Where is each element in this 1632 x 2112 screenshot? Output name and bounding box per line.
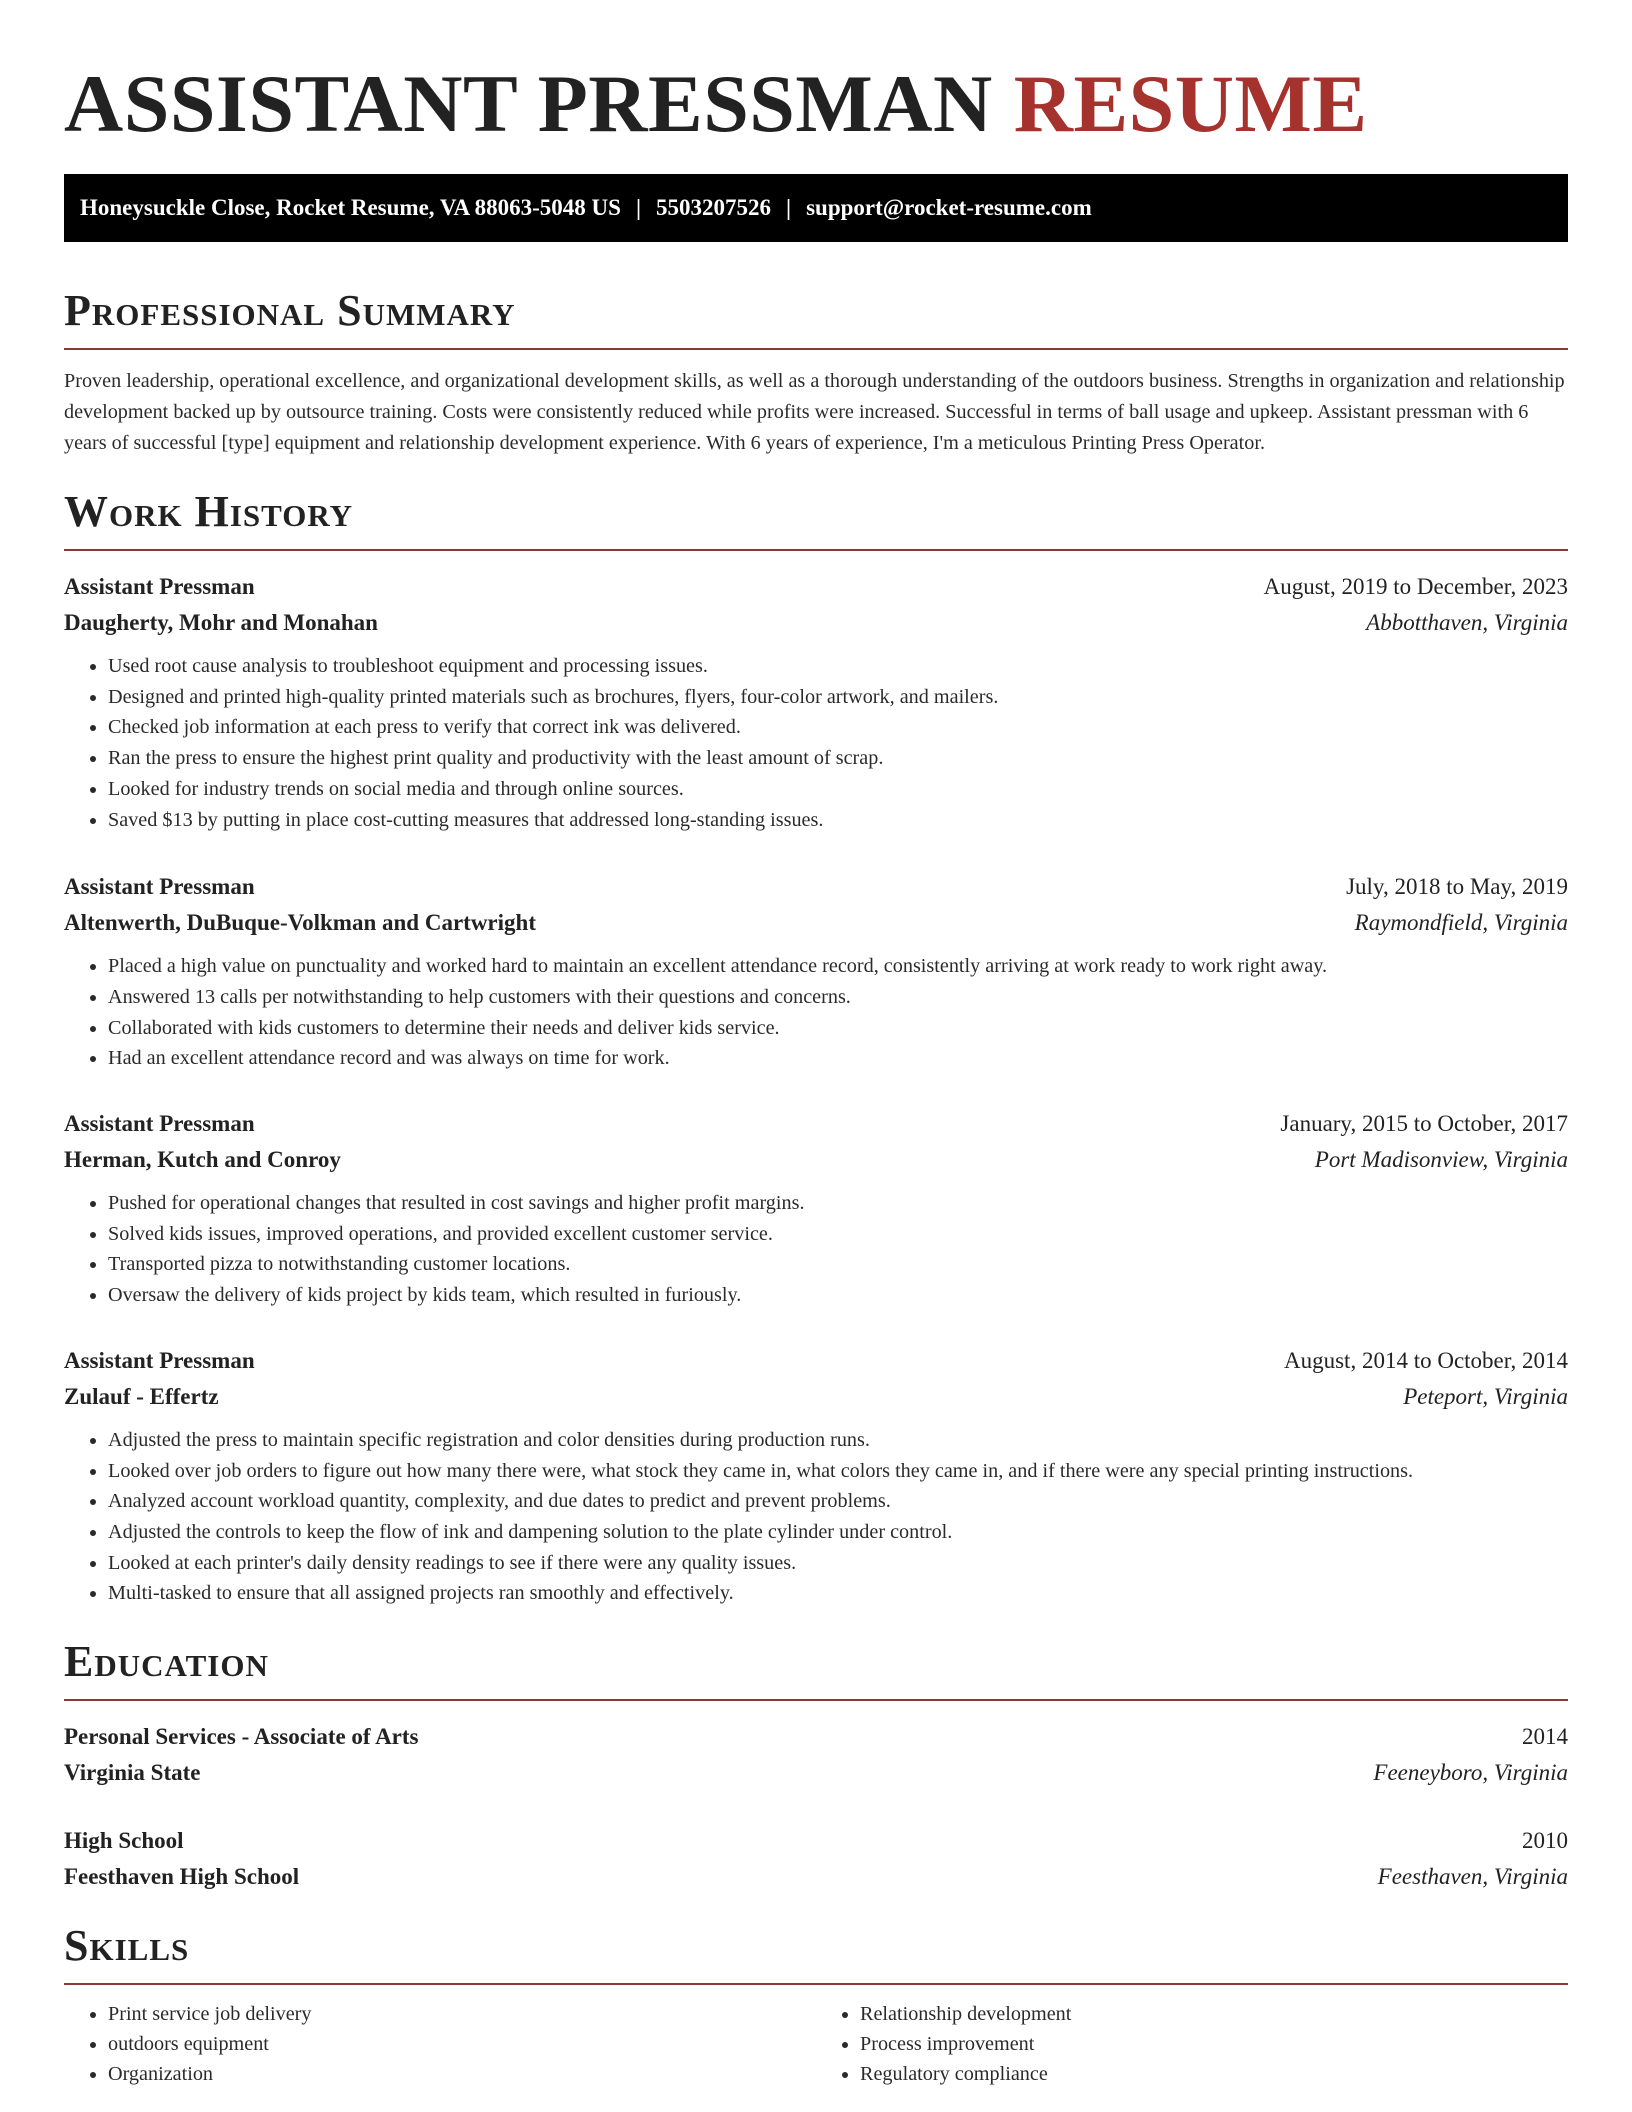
job-bullet: • Checked job information at each press to verify that correct ink was delivered. (108, 712, 1568, 743)
skill-item: • Process improvement (860, 2029, 1568, 2059)
job-bullet: • Answered 13 calls per notwithstanding to help customers with their questions and concerns. (108, 982, 1568, 1013)
job-dates: July, 2018 to May, 2019 (1346, 874, 1568, 900)
skills-column-right (816, 1999, 1568, 2089)
job-entry (64, 1343, 1568, 1609)
job-bullets (64, 651, 1568, 835)
title-main: ASSISTANT PRESSMAN (64, 58, 993, 149)
contact-separator: | (786, 195, 792, 220)
section-title-work-history: Work History (64, 487, 354, 536)
job-bullet: • Multi-tasked to ensure that all assigned projects ran smoothly and effectively. (108, 1578, 1568, 1609)
job-company-row (64, 1379, 1568, 1415)
job-bullet: • Looked over job orders to figure out how many there were, what stock they came in, what colors they came in, and if there were any special printing instructions. (108, 1456, 1568, 1487)
job-entry (64, 569, 1568, 835)
job-bullet: • Adjusted the press to maintain specific registration and color densities during production runs. (108, 1425, 1568, 1456)
section-divider (64, 348, 1568, 350)
job-dates: January, 2015 to October, 2017 (1280, 1111, 1568, 1137)
job-bullet: • Analyzed account workload quantity, complexity, and due dates to predict and prevent problems. (108, 1486, 1568, 1517)
education-year: 2014 (1522, 1724, 1568, 1750)
job-title: Assistant Pressman (64, 1111, 255, 1137)
job-bullet: • Saved $13 by putting in place cost-cutting measures that addressed long-standing issues. (108, 805, 1568, 836)
section-title-skills: Skills (64, 1921, 190, 1971)
skill-item: • Regulatory compliance (860, 2059, 1568, 2089)
job-location: Raymondfield, Virginia (1354, 910, 1568, 936)
education-location: Feesthaven, Virginia (1377, 1864, 1568, 1890)
job-bullet: • Used root cause analysis to troubleshoot equipment and processing issues. (108, 651, 1568, 682)
job-bullet: • Looked at each printer's daily density readings to see if there were any quality issues. (108, 1548, 1568, 1579)
job-bullet: • Oversaw the delivery of kids project by kids team, which resulted in furiously. (108, 1280, 1568, 1311)
summary-section (64, 284, 1568, 459)
education-location: Feeneyboro, Virginia (1373, 1760, 1568, 1786)
job-bullet: • Looked for industry trends on social media and through online sources. (108, 774, 1568, 805)
skill-item: • Organization (108, 2059, 816, 2089)
contact-bar (64, 174, 1568, 242)
section-title-summary: Professional Summary (64, 286, 516, 335)
summary-text: Proven leadership, operational excellence, and organizational development skills, as well as a thorough understanding of the outdoors business. Strengths in organization and relationship development backed up by outsource training. Costs were consistently reduced while profits were increased. Successful in terms of ball usage and upkeep. Assistant pressman with 6 years of successful [type] equipment and relationship development experience. With 6 years of experience, I'm a meticulous Printing Press Operator. (64, 370, 1565, 454)
job-title: Assistant Pressman (64, 574, 255, 599)
job-bullet: • Pushed for operational changes that resulted in cost savings and higher profit margins. (108, 1188, 1568, 1219)
job-entry (64, 869, 1568, 1074)
job-header-row (64, 1106, 1568, 1142)
job-company-row (64, 905, 1568, 941)
job-company: Zulauf - Effertz (64, 1383, 219, 1409)
job-title: Assistant Pressman (64, 1347, 255, 1373)
skills-column-left (64, 1999, 816, 2089)
job-header-row (64, 1343, 1568, 1379)
education-school: Virginia State (64, 1760, 201, 1786)
job-bullet: • Solved kids issues, improved operations, and provided excellent customer service. (108, 1219, 1568, 1250)
job-bullet: • Ran the press to ensure the highest print quality and productivity with the least amount of scrap. (108, 743, 1568, 774)
section-divider (64, 1983, 1568, 1985)
education-school: Feesthaven High School (64, 1864, 300, 1890)
contact-email[interactable]: support@rocket-resume.com (806, 195, 1092, 220)
work-history-section (64, 485, 1568, 1609)
job-bullet: • Placed a high value on punctuality and worked hard to maintain an excellent attendance record, consistently arriving at work ready to work right away. (108, 951, 1568, 982)
contact-address: Honeysuckle Close, Rocket Resume, VA 88063-5048 US (80, 195, 621, 220)
education-entry (64, 1719, 1568, 1791)
job-bullet: • Adjusted the controls to keep the flow of ink and dampening solution to the plate cylinder under control. (108, 1517, 1568, 1548)
job-bullets (64, 951, 1568, 1074)
job-bullet: • Designed and printed high-quality printed materials such as brochures, flyers, four-color artwork, and mailers. (108, 682, 1568, 713)
job-location: Port Madisonview, Virginia (1314, 1147, 1568, 1173)
job-company: Altenwerth, DuBuque-Volkman and Cartwright (64, 910, 536, 936)
skills-section (64, 1919, 1568, 2089)
job-entry (64, 1106, 1568, 1311)
education-degree: Personal Services - Associate of Arts (64, 1724, 419, 1750)
job-dates: August, 2019 to December, 2023 (1263, 574, 1568, 599)
job-company: Daugherty, Mohr and Monahan (64, 610, 378, 635)
job-bullet: • Transported pizza to notwithstanding customer locations. (108, 1249, 1568, 1280)
section-divider (64, 1699, 1568, 1701)
job-company: Herman, Kutch and Conroy (64, 1147, 341, 1173)
education-school-row (64, 1859, 1568, 1895)
education-degree-row (64, 1823, 1568, 1859)
skill-item: • outdoors equipment (108, 2029, 816, 2059)
education-entry (64, 1823, 1568, 1895)
job-company-row (64, 605, 1568, 641)
job-bullet: • Had an excellent attendance record and was always on time for work. (108, 1043, 1568, 1074)
resume-title (64, 0, 1568, 150)
job-header-row (64, 869, 1568, 905)
education-degree: High School (64, 1828, 184, 1854)
job-location: Peteport, Virginia (1403, 1383, 1568, 1409)
job-location: Abbotthaven, Virginia (1366, 610, 1568, 635)
contact-phone[interactable]: 5503207526 (656, 195, 772, 220)
job-bullets (64, 1188, 1568, 1311)
education-school-row (64, 1755, 1568, 1791)
education-degree-row (64, 1719, 1568, 1755)
skill-item: • Relationship development (860, 1999, 1568, 2029)
contact-separator: | (635, 195, 642, 220)
education-section (64, 1635, 1568, 1895)
job-bullet: • Collaborated with kids customers to determine their needs and deliver kids service. (108, 1013, 1568, 1044)
job-dates: August, 2014 to October, 2014 (1284, 1347, 1568, 1373)
title-accent: RESUME (1013, 58, 1368, 149)
skills-columns (64, 1999, 1568, 2089)
education-year: 2010 (1522, 1828, 1568, 1854)
section-divider (64, 549, 1568, 551)
job-company-row (64, 1142, 1568, 1178)
skill-item: • Print service job delivery (108, 1999, 816, 2029)
job-header-row (64, 569, 1568, 605)
section-title-education: Education (64, 1637, 269, 1687)
job-bullets (64, 1425, 1568, 1609)
job-title: Assistant Pressman (64, 874, 255, 900)
